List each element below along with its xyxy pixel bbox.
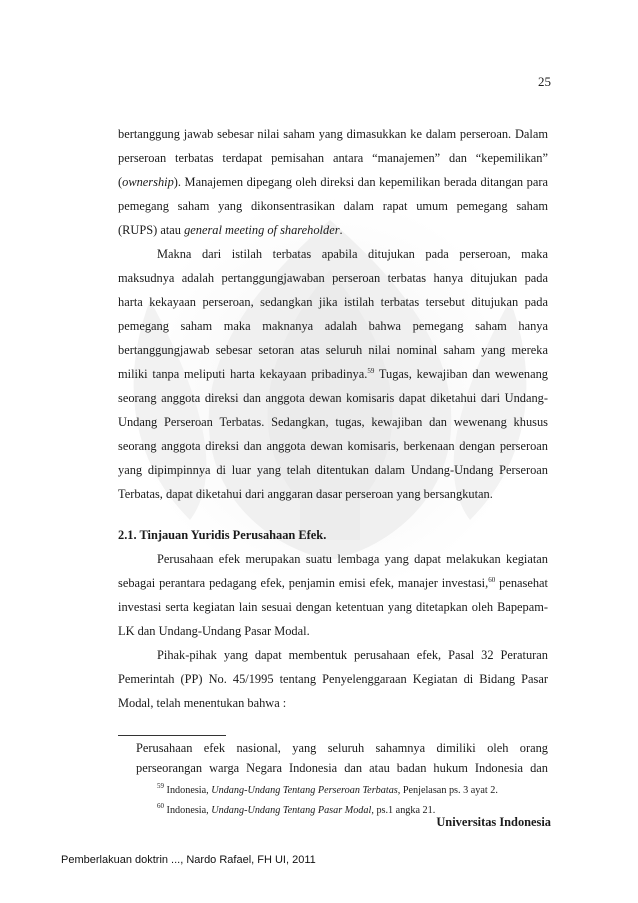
- italic-term: ownership: [122, 175, 174, 189]
- body-text-line: LK dan Undang-Undang Pasar Modal.: [118, 624, 310, 638]
- footnote: $^{60}$ Indonesia, Undang-Undang Tentang Pasar Modal, ps.1 angka 21.: [157, 802, 436, 816]
- body-text-line: seorang anggota direksi dan anggota dewan komisaris dapat diketahui dari Undang-: [118, 391, 548, 405]
- university-name: Universitas Indonesia: [436, 815, 551, 829]
- footnote-ref: 60: [488, 576, 496, 584]
- body-text-line: perseroan terbatas terdapat pemisahan antara “manajemen” dan “kepemilikan”: [118, 151, 548, 165]
- footnote-ref: 59: [367, 367, 375, 375]
- body-text-line: pemegang saham maka maknanya adalah bahwa pemegang saham hanya: [118, 319, 548, 333]
- body-text-line: Perusahaan efek merupakan suatu lembaga yang dapat melakukan kegiatan: [157, 552, 548, 566]
- body-text-line: (RUPS) atau general meeting of shareholder.: [118, 223, 343, 237]
- body-text-line: seorang anggota direksi dan anggota dewan komisaris, berkenaan dengan perseroan: [118, 439, 548, 453]
- section-heading: 2.1. Tinjauan Yuridis Perusahaan Efek.: [118, 528, 327, 542]
- body-text-line: (ownership). Manajemen dipegang oleh direksi dan kepemilikan berada ditangan para: [118, 175, 548, 189]
- body-text-line: Pihak-pihak yang dapat membentuk perusahaan efek, Pasal 32 Peraturan: [157, 648, 548, 662]
- body-text-line: Makna dari istilah terbatas apabila ditujukan pada perseroan, maka: [157, 247, 548, 261]
- footnote-divider: [118, 735, 226, 736]
- body-text-line: Modal, telah menentukan bahwa :: [118, 696, 287, 710]
- body-text-line: Terbatas, dapat diketahui dari anggaran dasar perseroan yang bersangkutan.: [118, 487, 493, 501]
- body-text-line: yang dipimpinnya di luar yang telah ditentukan dalam Undang-Undang Perseroan: [118, 463, 548, 477]
- body-text-line: miliki tanpa meliputi harta kekayaan pribadinya.$^{59}$ Tugas, kewajiban dan wewenang: [118, 367, 548, 381]
- page-number: 25: [538, 74, 551, 89]
- footnote-number: 59: [157, 782, 164, 790]
- blockquote-line: Perusahaan efek nasional, yang seluruh sahamnya dimiliki oleh orang: [136, 741, 548, 755]
- body-text-line: Undang Perseroan Terbatas. Sedangkan, tugas, kewajiban dan wewenang khusus: [118, 415, 548, 429]
- body-text-line: investasi serta kegiatan lain sesuai dengan ketentuan yang ditetapkan oleh Bapepam-: [118, 600, 548, 614]
- blockquote-line: perseorangan warga Negara Indonesia dan atau badan hukum Indonesia dan: [136, 761, 548, 775]
- body-text-line: Pemerintah (PP) No. 45/1995 tentang Penyelenggaraan Kegiatan di Bidang Pasar: [118, 672, 548, 686]
- page-footer: Pemberlakuan doktrin ..., Nardo Rafael, FH UI, 2011: [61, 854, 316, 866]
- body-text-line: harta kekayaan perseroan, sedangkan jika istilah terbatas tersebut ditujukan pada: [118, 295, 548, 309]
- body-text-line: bertanggung jawab sebesar nilai saham yang dimasukkan ke dalam perseroan. Dalam: [118, 127, 548, 141]
- italic-term: general meeting of shareholder: [184, 223, 340, 237]
- footnote: $^{59}$ Indonesia, Undang-Undang Tentang Perseroan Terbatas, Penjelasan ps. 3 ayat 2.: [157, 782, 498, 796]
- body-text-line: maksudnya adalah pertanggungjawaban perseroan terbatas hanya ditujukan pada: [118, 271, 548, 285]
- body-text-line: bertanggungjawab sebesar setoran atas seluruh nilai nominal saham yang mereka: [118, 343, 548, 357]
- body-text-line: sebagai perantara pedagang efek, penjamin emisi efek, manajer investasi,$^{60}$ penasehat: [118, 576, 548, 590]
- footnote-number: 60: [157, 802, 164, 810]
- body-text-line: pemegang saham yang dikonsentrasikan dalam rapat umum pemegang saham: [118, 199, 548, 213]
